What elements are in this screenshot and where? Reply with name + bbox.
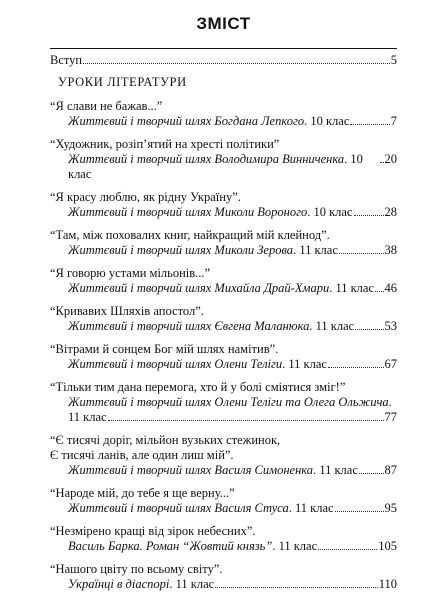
entry-title: “Кривавих Шляхів апостол”. <box>50 304 204 318</box>
entry-title: “Там, між поховалих книг, найкращий мій клейнод”. <box>50 228 330 242</box>
section-heading: УРОКИ ЛІТЕРАТУРИ <box>58 75 187 89</box>
entry-class: . 10 клас <box>307 205 353 219</box>
entry-class: . 10 клас <box>304 114 350 128</box>
entry-title: “Художник, розіп’ятий на хресті політики” <box>50 137 280 151</box>
leader-dots <box>108 420 384 421</box>
entry-page: 7 <box>390 114 397 128</box>
entry-page: 105 <box>378 539 397 553</box>
entry-class: . <box>388 395 392 409</box>
entry-page: 28 <box>384 205 397 219</box>
entry-title: “Є тисячі доріг, мільйон вузьких стежинок, <box>50 433 281 447</box>
entry-subtitle: Життєвий і творчий шлях Василя Симоненка <box>68 463 314 477</box>
leader-dots <box>83 63 390 64</box>
leader-dots <box>215 587 378 588</box>
entry-title: “Тільки тим дана перемога, хто й у болі сміятися зміг!” <box>50 380 346 394</box>
entry-subtitle: Життєвий і творчий шлях Миколи Зерова <box>68 243 294 257</box>
toc-entry[interactable] <box>50 228 397 258</box>
leader-dots <box>339 253 384 254</box>
entry-class: . 11 клас <box>309 319 355 333</box>
entry-class: . 10 клас <box>68 152 363 181</box>
entry-title-continued: Є тисячі ланів, але один лиш мій”. <box>50 448 234 462</box>
entry-class: . 11 клас <box>282 357 327 371</box>
entry-page: 110 <box>378 577 397 591</box>
entry-title: “Народе мій, до тебе я ще верну...” <box>50 486 235 500</box>
toc-entry[interactable] <box>50 380 397 425</box>
entry-page: 20 <box>384 152 397 166</box>
entry-subtitle: Життєвий і творчий шлях Михайла Драй-Хмари <box>68 281 330 295</box>
toc-entry[interactable] <box>50 99 397 129</box>
entry-subtitle: Життєвий і творчий шлях Миколи Вороного <box>68 205 308 219</box>
leader-dots <box>380 162 384 163</box>
entry-class: . 11 клас <box>169 577 215 591</box>
entry-subtitle: Українці в діаспорі <box>68 577 170 591</box>
entry-subtitle: Життєвий і творчий шлях Олени Теліги <box>68 357 283 371</box>
entry-page: 67 <box>384 357 397 371</box>
entry-title: “Незмірено кращі від зірок небесних”. <box>50 524 256 538</box>
toc-entry[interactable] <box>50 304 397 334</box>
leader-dots <box>359 473 384 474</box>
toc-entry[interactable] <box>50 190 397 220</box>
leader-dots <box>350 124 389 125</box>
entry-subtitle: Життєвий і творчий шлях Василя Стуса <box>68 501 289 515</box>
leader-dots <box>354 215 384 216</box>
entry-title: “Я говорю устами мільонів...” <box>50 266 211 280</box>
entry-class: . 11 клас <box>313 463 358 477</box>
toc-entry[interactable] <box>50 562 397 592</box>
entry-subtitle: Життєвий і творчий шлях Олени Теліги та Олега Ольжича <box>68 395 389 409</box>
entry-title: “Нашого цвіту по всьому світу”. <box>50 562 223 576</box>
entry-subtitle: Життєвий і творчий шлях Євгена Маланюка <box>68 319 310 333</box>
entry-class: . 11 клас <box>329 281 375 295</box>
entry-title: “Я красу люблю, як рідну Україну”. <box>50 190 241 204</box>
entry-title: “Я слави не бажав...” <box>50 99 163 113</box>
entry-title: “Вітрами й сонцем Бог мій шлях намітив”. <box>50 342 279 356</box>
entry-subtitle: Василь Барка. Роман “Жовтий князь” <box>68 539 273 553</box>
toc-entry[interactable] <box>50 433 397 478</box>
leader-dots <box>328 367 384 368</box>
toc-intro-page: 5 <box>390 53 397 67</box>
toc-entry[interactable] <box>50 486 397 516</box>
toc-entry[interactable] <box>50 342 397 372</box>
entry-class: . 11 клас <box>288 501 334 515</box>
entry-class: . 11 клас <box>272 539 318 553</box>
divider <box>50 48 397 49</box>
entry-page: 95 <box>384 501 397 515</box>
entry-class: . 11 клас <box>293 243 338 257</box>
toc-entry[interactable] <box>50 524 397 554</box>
page-title: ЗМІСТ <box>196 14 251 33</box>
entry-page: 46 <box>384 281 397 295</box>
entry-page: 77 <box>384 410 397 424</box>
toc-entry[interactable] <box>50 137 397 182</box>
toc-entry[interactable] <box>50 266 397 296</box>
entry-subtitle: Життєвий і творчий шлях Володимира Винниченка <box>68 152 345 166</box>
entry-subtitle: Життєвий і творчий шлях Богдана Лепкого <box>68 114 305 128</box>
entry-page: 53 <box>384 319 397 333</box>
toc-intro-label: Вступ <box>50 53 83 67</box>
leader-dots <box>375 291 383 292</box>
leader-dots <box>355 329 383 330</box>
toc-intro[interactable] <box>50 53 397 68</box>
entry-page: 38 <box>384 243 397 257</box>
entry-page: 87 <box>384 463 397 477</box>
entry-class: 11 клас <box>68 410 107 424</box>
leader-dots <box>335 511 384 512</box>
leader-dots <box>318 549 377 550</box>
